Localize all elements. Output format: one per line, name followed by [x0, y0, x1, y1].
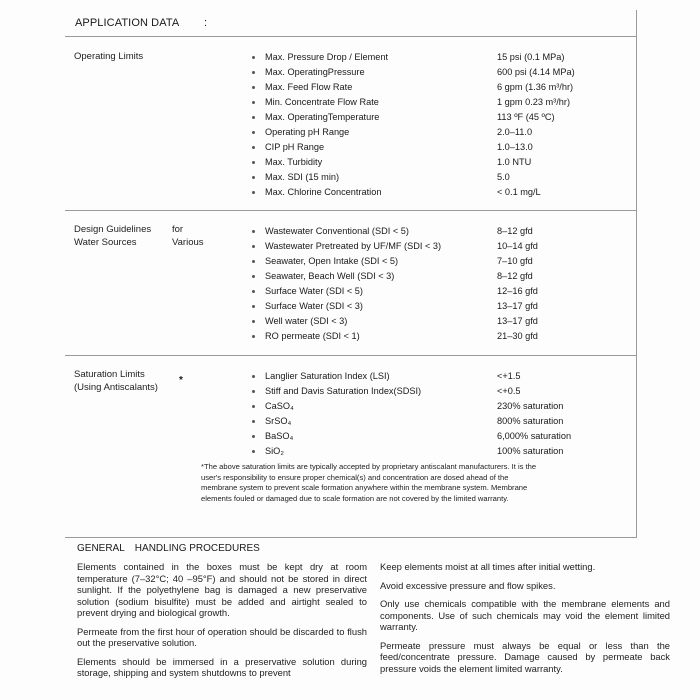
design-guideline-label: Surface Water (SDI < 5) [265, 286, 363, 296]
bullet-icon [252, 116, 255, 119]
bullet-icon [252, 230, 255, 233]
operating-limit-value: < 0.1 mg/L [497, 187, 541, 197]
operating-limit-value: 1.0–13.0 [497, 142, 533, 152]
saturation-limit-row [252, 416, 652, 431]
operating-limit-row [252, 112, 652, 127]
application-data-header [65, 10, 637, 37]
design-guidelines-label [74, 224, 204, 249]
saturation-limit-value: <+1.5 [497, 371, 521, 381]
general-handling-left-column [77, 561, 367, 686]
saturation-limit-value: 6,000% saturation [497, 431, 572, 441]
bullet-icon [252, 375, 255, 378]
design-guideline-label: Surface Water (SDI < 3) [265, 301, 363, 311]
bullet-icon [252, 405, 255, 408]
operating-limit-label: Max. OperatingTemperature [265, 112, 380, 122]
design-guideline-value: 21–30 gfd [497, 331, 538, 341]
design-guideline-label: Seawater, Beach Well (SDI < 3) [265, 271, 395, 281]
bullet-icon [252, 131, 255, 134]
design-guideline-label: Well water (SDI < 3) [265, 316, 348, 326]
general-handling-title [77, 543, 260, 554]
operating-limits-label: Operating Limits [74, 51, 144, 62]
design-guideline-row [252, 226, 652, 241]
general-handling-title-part2: HANDLING PROCEDURES [134, 543, 260, 554]
saturation-limit-value: 100% saturation [497, 446, 564, 456]
handling-paragraph: Keep elements moist at all times after initial wetting. [380, 561, 596, 572]
design-guideline-label: RO permeate (SDI < 1) [265, 331, 360, 341]
bullet-icon [252, 275, 255, 278]
design-guidelines-label-for-various: for Various [172, 224, 204, 248]
header-colon: : [204, 17, 208, 29]
divider [65, 537, 637, 538]
design-guideline-value: 13–17 gfd [497, 316, 538, 326]
design-guideline-row [252, 271, 652, 286]
asterisk-marker: * [179, 375, 183, 386]
operating-limit-value: 2.0–11.0 [497, 127, 533, 137]
saturation-limit-label: SiO₂ [265, 446, 284, 456]
design-guidelines-label-line2: Water Sources [74, 236, 137, 248]
bullet-icon [252, 420, 255, 423]
bullet-icon [252, 161, 255, 164]
saturation-limit-row [252, 446, 652, 461]
general-handling-title-part1: GENERAL [77, 543, 125, 554]
operating-limit-label: Max. Chlorine Concentration [265, 187, 382, 197]
operating-limit-row [252, 97, 652, 112]
saturation-limit-label: BaSO₄ [265, 431, 294, 441]
bullet-icon [252, 146, 255, 149]
operating-limit-value: 1.0 NTU [497, 157, 532, 167]
bullet-icon [252, 191, 255, 194]
saturation-limit-label: Stiff and Davis Saturation Index(SDSI) [265, 386, 422, 396]
operating-limit-value: 15 psi (0.1 MPa) [497, 52, 565, 62]
bullet-icon [252, 290, 255, 293]
bullet-icon [252, 101, 255, 104]
design-guideline-label: Seawater, Open Intake (SDI < 5) [265, 256, 399, 266]
saturation-limit-value: 800% saturation [497, 416, 564, 426]
design-guideline-label: Wastewater Pretreated by UF/MF (SDI < 3) [265, 241, 442, 251]
operating-limit-row [252, 187, 652, 202]
operating-limit-label: Max. Feed Flow Rate [265, 82, 353, 92]
operating-limit-label: Max. OperatingPressure [265, 67, 365, 77]
bullet-icon [252, 56, 255, 59]
saturation-footnote: *The above saturation limits are typically accepted by proprietary antiscalant manufacturers. It is the user's responsibility to ensure proper chemical(s) and concentration are dosed ahead of the membrane system to prevent scale formation anywhere within the membrane system. Membrane elements fouled or damaged due to scale formation are not covered by the limited warranty. [201, 462, 537, 504]
handling-paragraph: Avoid excessive pressure and flow spikes. [380, 579, 556, 591]
saturation-limits-label [74, 369, 158, 394]
handling-paragraph: Permeate from the first hour of operation should be discarded to flush out the preservative solution. [77, 625, 367, 648]
design-guideline-row [252, 241, 652, 256]
operating-limits-section [65, 36, 637, 211]
bullet-icon [252, 176, 255, 179]
handling-paragraph: Only use chemicals compatible with the membrane elements and components. Use of such chemicals may void the element limited warranty. [380, 598, 670, 632]
saturation-limit-row [252, 371, 652, 386]
design-guideline-value: 10–14 gfd [497, 241, 538, 251]
bullet-icon [252, 245, 255, 248]
design-guideline-value: 8–12 gfd [497, 226, 533, 236]
design-guideline-value: 8–12 gfd [497, 271, 533, 281]
operating-limit-row [252, 82, 652, 97]
bullet-icon [252, 320, 255, 323]
saturation-limit-value: <+0.5 [497, 386, 521, 396]
operating-limit-label: Min. Concentrate Flow Rate [265, 97, 379, 107]
saturation-limit-label: CaSO₄ [265, 401, 294, 411]
saturation-limit-row [252, 386, 652, 401]
operating-limit-row [252, 52, 652, 67]
saturation-limit-value: 230% saturation [497, 401, 564, 411]
design-guidelines-label-line1: Design Guidelines [74, 224, 152, 235]
design-guideline-row [252, 286, 652, 301]
operating-limit-row [252, 127, 652, 142]
operating-limit-label: Operating pH Range [265, 127, 350, 137]
operating-limit-row [252, 172, 652, 187]
design-guidelines-section [65, 211, 637, 356]
design-guideline-label: Wastewater Conventional (SDI < 5) [265, 226, 409, 236]
saturation-limits-label-line2: (Using Antiscalants) [74, 381, 158, 393]
handling-paragraph: Elements should be immersed in a preservative solution during storage, shipping and system shutdowns to prevent [77, 655, 367, 678]
general-handling-right-column [380, 561, 670, 681]
operating-limit-value: 6 gpm (1.36 m³/hr) [497, 82, 574, 92]
operating-limit-value: 113 ºF (45 ºC) [497, 112, 555, 122]
saturation-limit-label: SrSO₄ [265, 416, 292, 426]
operating-limit-value: 600 psi (4.14 MPa) [497, 67, 575, 77]
bullet-icon [252, 86, 255, 89]
saturation-limit-row [252, 401, 652, 416]
handling-paragraph: Permeate pressure must always be equal or less than the feed/concentrate pressure. Damage caused by permeate back pressure voids the element limited warranty. [380, 639, 670, 674]
design-guideline-value: 7–10 gfd [497, 256, 533, 266]
design-guideline-row [252, 331, 652, 346]
operating-limit-value: 1 gpm 0.23 m³/hr) [497, 97, 571, 107]
bullet-icon [252, 71, 255, 74]
saturation-limit-label: Langlier Saturation Index (LSI) [265, 371, 390, 381]
bullet-icon [252, 435, 255, 438]
bullet-icon [252, 305, 255, 308]
bullet-icon [252, 335, 255, 338]
bullet-icon [252, 390, 255, 393]
saturation-limit-row [252, 431, 652, 446]
design-guideline-value: 12–16 gfd [497, 286, 538, 296]
design-guideline-row [252, 256, 652, 271]
operating-limit-row [252, 67, 652, 82]
bullet-icon [252, 450, 255, 453]
operating-limit-row [252, 157, 652, 172]
design-guideline-row [252, 301, 652, 316]
operating-limit-label: Max. SDI (15 min) [265, 172, 340, 182]
saturation-limits-section [65, 356, 637, 538]
saturation-limits-label-line1: Saturation Limits [74, 369, 145, 380]
design-guideline-value: 13–17 gfd [497, 301, 538, 311]
operating-limit-row [252, 142, 652, 157]
bullet-icon [252, 260, 255, 263]
handling-paragraph: Elements contained in the boxes must be kept dry at room temperature (7–32°C; 40 –95°F) and should not be stored in direct sunlight. If the polyethylene bag is damaged a new preservative solution (sodium bisulfite) must be added and airtight sealed to prevent drying and biological growth. [77, 561, 367, 618]
design-guideline-row [252, 316, 652, 331]
operating-limit-label: Max. Turbidity [265, 157, 323, 167]
operating-limit-label: Max. Pressure Drop / Element [265, 52, 389, 62]
operating-limit-value: 5.0 [497, 172, 510, 182]
section-title: APPLICATION DATA [75, 17, 180, 29]
operating-limit-label: CIP pH Range [265, 142, 325, 152]
